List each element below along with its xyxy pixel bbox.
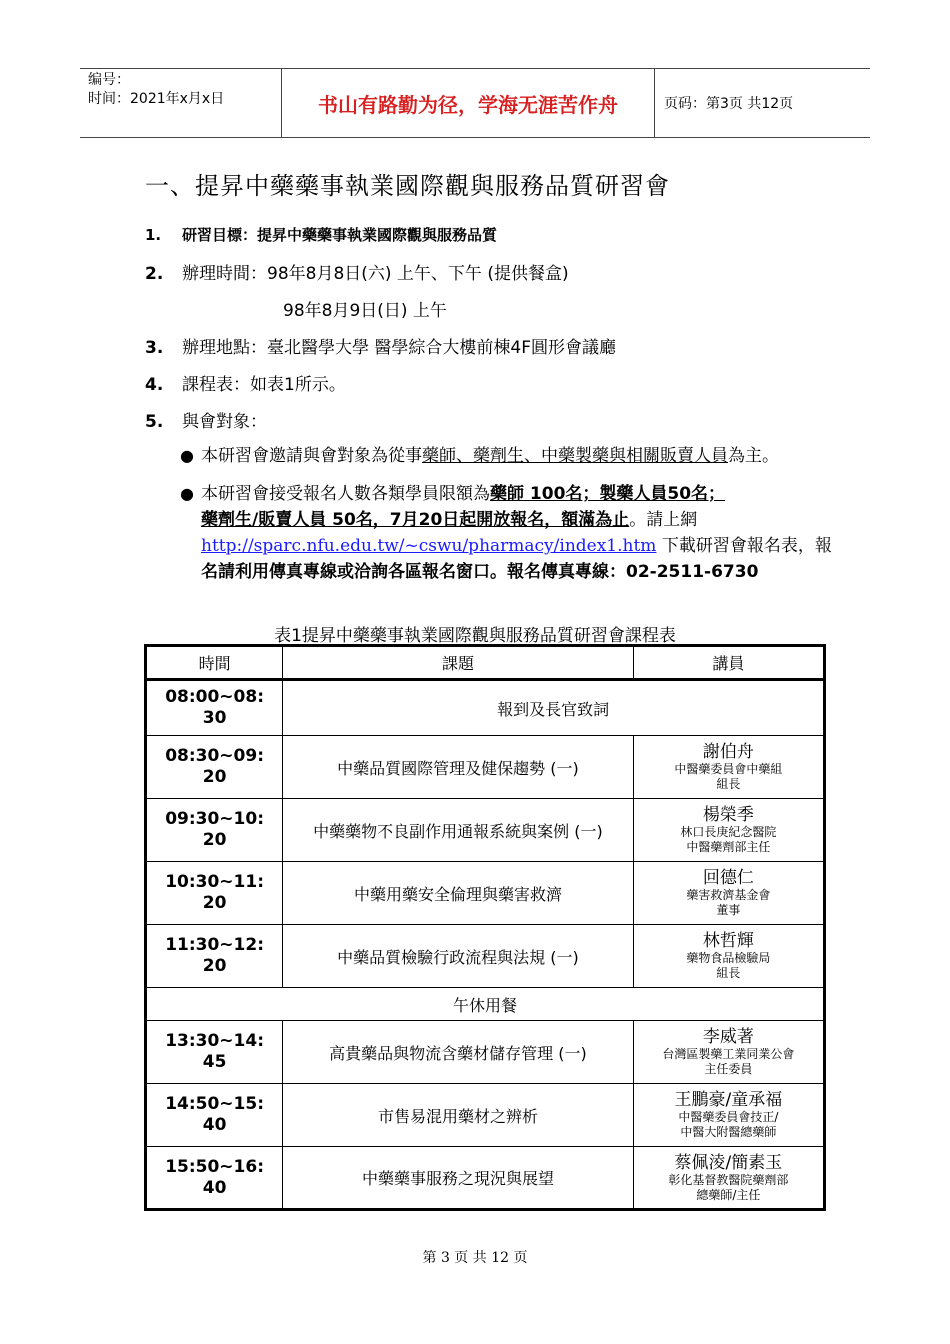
bullet-dot-icon: ● — [180, 484, 194, 503]
table-row: 13:30~14: 45 高貴藥品與物流含藥材儲存管理 (一) 李威著 台灣區製藥工業同業公會 主任委員 — [146, 1021, 825, 1084]
section-title: 一、提昇中藥藥事執業國際觀與服務品質研習會 — [145, 172, 670, 200]
item-goal: 1. 研習目標：提昇中藥藥事執業國際觀與服務品質 — [145, 226, 498, 244]
header-motto: 书山有路勤为径，学海无涯苦作舟 — [282, 69, 655, 137]
item-venue: 3. 辦理地點：臺北醫學大學 醫學綜合大樓前棟4F圓形會議廳 — [145, 338, 616, 358]
item-schedule-text: 課程表：如表1所示。 — [182, 375, 346, 395]
item-attendees-text: 與會對象： — [182, 412, 267, 432]
table-row: 14:50~15: 40 市售易混用藥材之辨析 王鵬豪/童承福 中醫藥委員會技正/ 中醫大附醫總藥師 — [146, 1084, 825, 1147]
header-meta — [80, 69, 282, 137]
item-time-2-text: 98年8月9日(日) 上午 — [283, 301, 447, 321]
bullet-dot-icon: ● — [180, 446, 194, 465]
col-header-time: 時間 — [146, 646, 283, 680]
item-time-text: 辦理時間：98年8月8日(六) 上午、下午 (提供餐盒) — [182, 264, 569, 284]
table-row: 09:30~10: 20 中藥藥物不良副作用通報系統與案例 (一) 楊榮季 林口長庚紀念醫院 中醫藥劑部主任 — [146, 799, 825, 862]
schedule-table — [144, 644, 826, 1211]
bullet-registration: ● 本研習會接受報名人數各類學員限額為藥師 100名；製藥人員50名； 藥劑生/販賣人員 50名，7月20日起開放報名，額滿為止。請上網 http://sparc.nfu.edu.tw/~cswu/pharmacy/index1.htm 下載研習會報名表，報 名請利用傳真專線或洽詢各區報名窗口。報名傳真專線：02-2511-6730 — [180, 481, 840, 585]
item-goal-text: 研習目標：提昇中藥藥事執業國際觀與服務品質 — [182, 226, 498, 244]
table-row: 08:00~08: 30 報到及長官致詞 — [146, 680, 825, 736]
number-label: 编号： — [88, 72, 130, 88]
registration-link[interactable]: http://sparc.nfu.edu.tw/~cswu/pharmacy/index1.htm — [201, 536, 657, 556]
table-row-lunch: 午休用餐 — [146, 988, 825, 1021]
item-time: 2. 辦理時間：98年8月8日(六) 上午、下午 (提供餐盒) — [145, 264, 569, 284]
item-venue-text: 辦理地點：臺北醫學大學 醫學綜合大樓前棟4F圓形會議廳 — [182, 338, 616, 358]
page-footer: 第 3 页 共 12 页 — [422, 1250, 528, 1266]
table-caption: 表1提昇中藥藥事執業國際觀與服務品質研習會課程表 — [274, 626, 676, 646]
item-time-2 — [283, 296, 447, 321]
bullet-attendees: ● 本研習會邀請與會對象為從事藥師、藥劑生、中藥製藥與相關販賣人員為主。 — [180, 443, 840, 469]
col-header-topic: 課題 — [283, 646, 634, 680]
header-page-info: 页码：第3页 共12页 — [664, 96, 794, 112]
table-header-row — [146, 646, 825, 680]
col-header-lecturer: 講員 — [633, 646, 824, 680]
document-header — [80, 68, 870, 138]
item-schedule: 4. 課程表：如表1所示。 — [145, 375, 346, 395]
table-row: 10:30~11: 20 中藥用藥安全倫理與藥害救濟 回德仁 藥害救濟基金會 董事 — [146, 862, 825, 925]
table-row: 08:30~09: 20 中藥品質國際管理及健保趨勢 (一) 謝伯舟 中醫藥委員會中藥組 組長 — [146, 736, 825, 799]
date-label: 时间：2021年x月x日 — [88, 91, 225, 107]
table-row: 15:50~16: 40 中藥藥事服務之現況與展望 蔡佩淩/簡素玉 彰化基督教醫院藥劑部 總藥師/主任 — [146, 1147, 825, 1210]
table-row: 11:30~12: 20 中藥品質檢驗行政流程與法規 (一) 林哲輝 藥物食品檢驗局 組長 — [146, 925, 825, 988]
item-attendees: 5. 與會對象： — [145, 412, 267, 432]
